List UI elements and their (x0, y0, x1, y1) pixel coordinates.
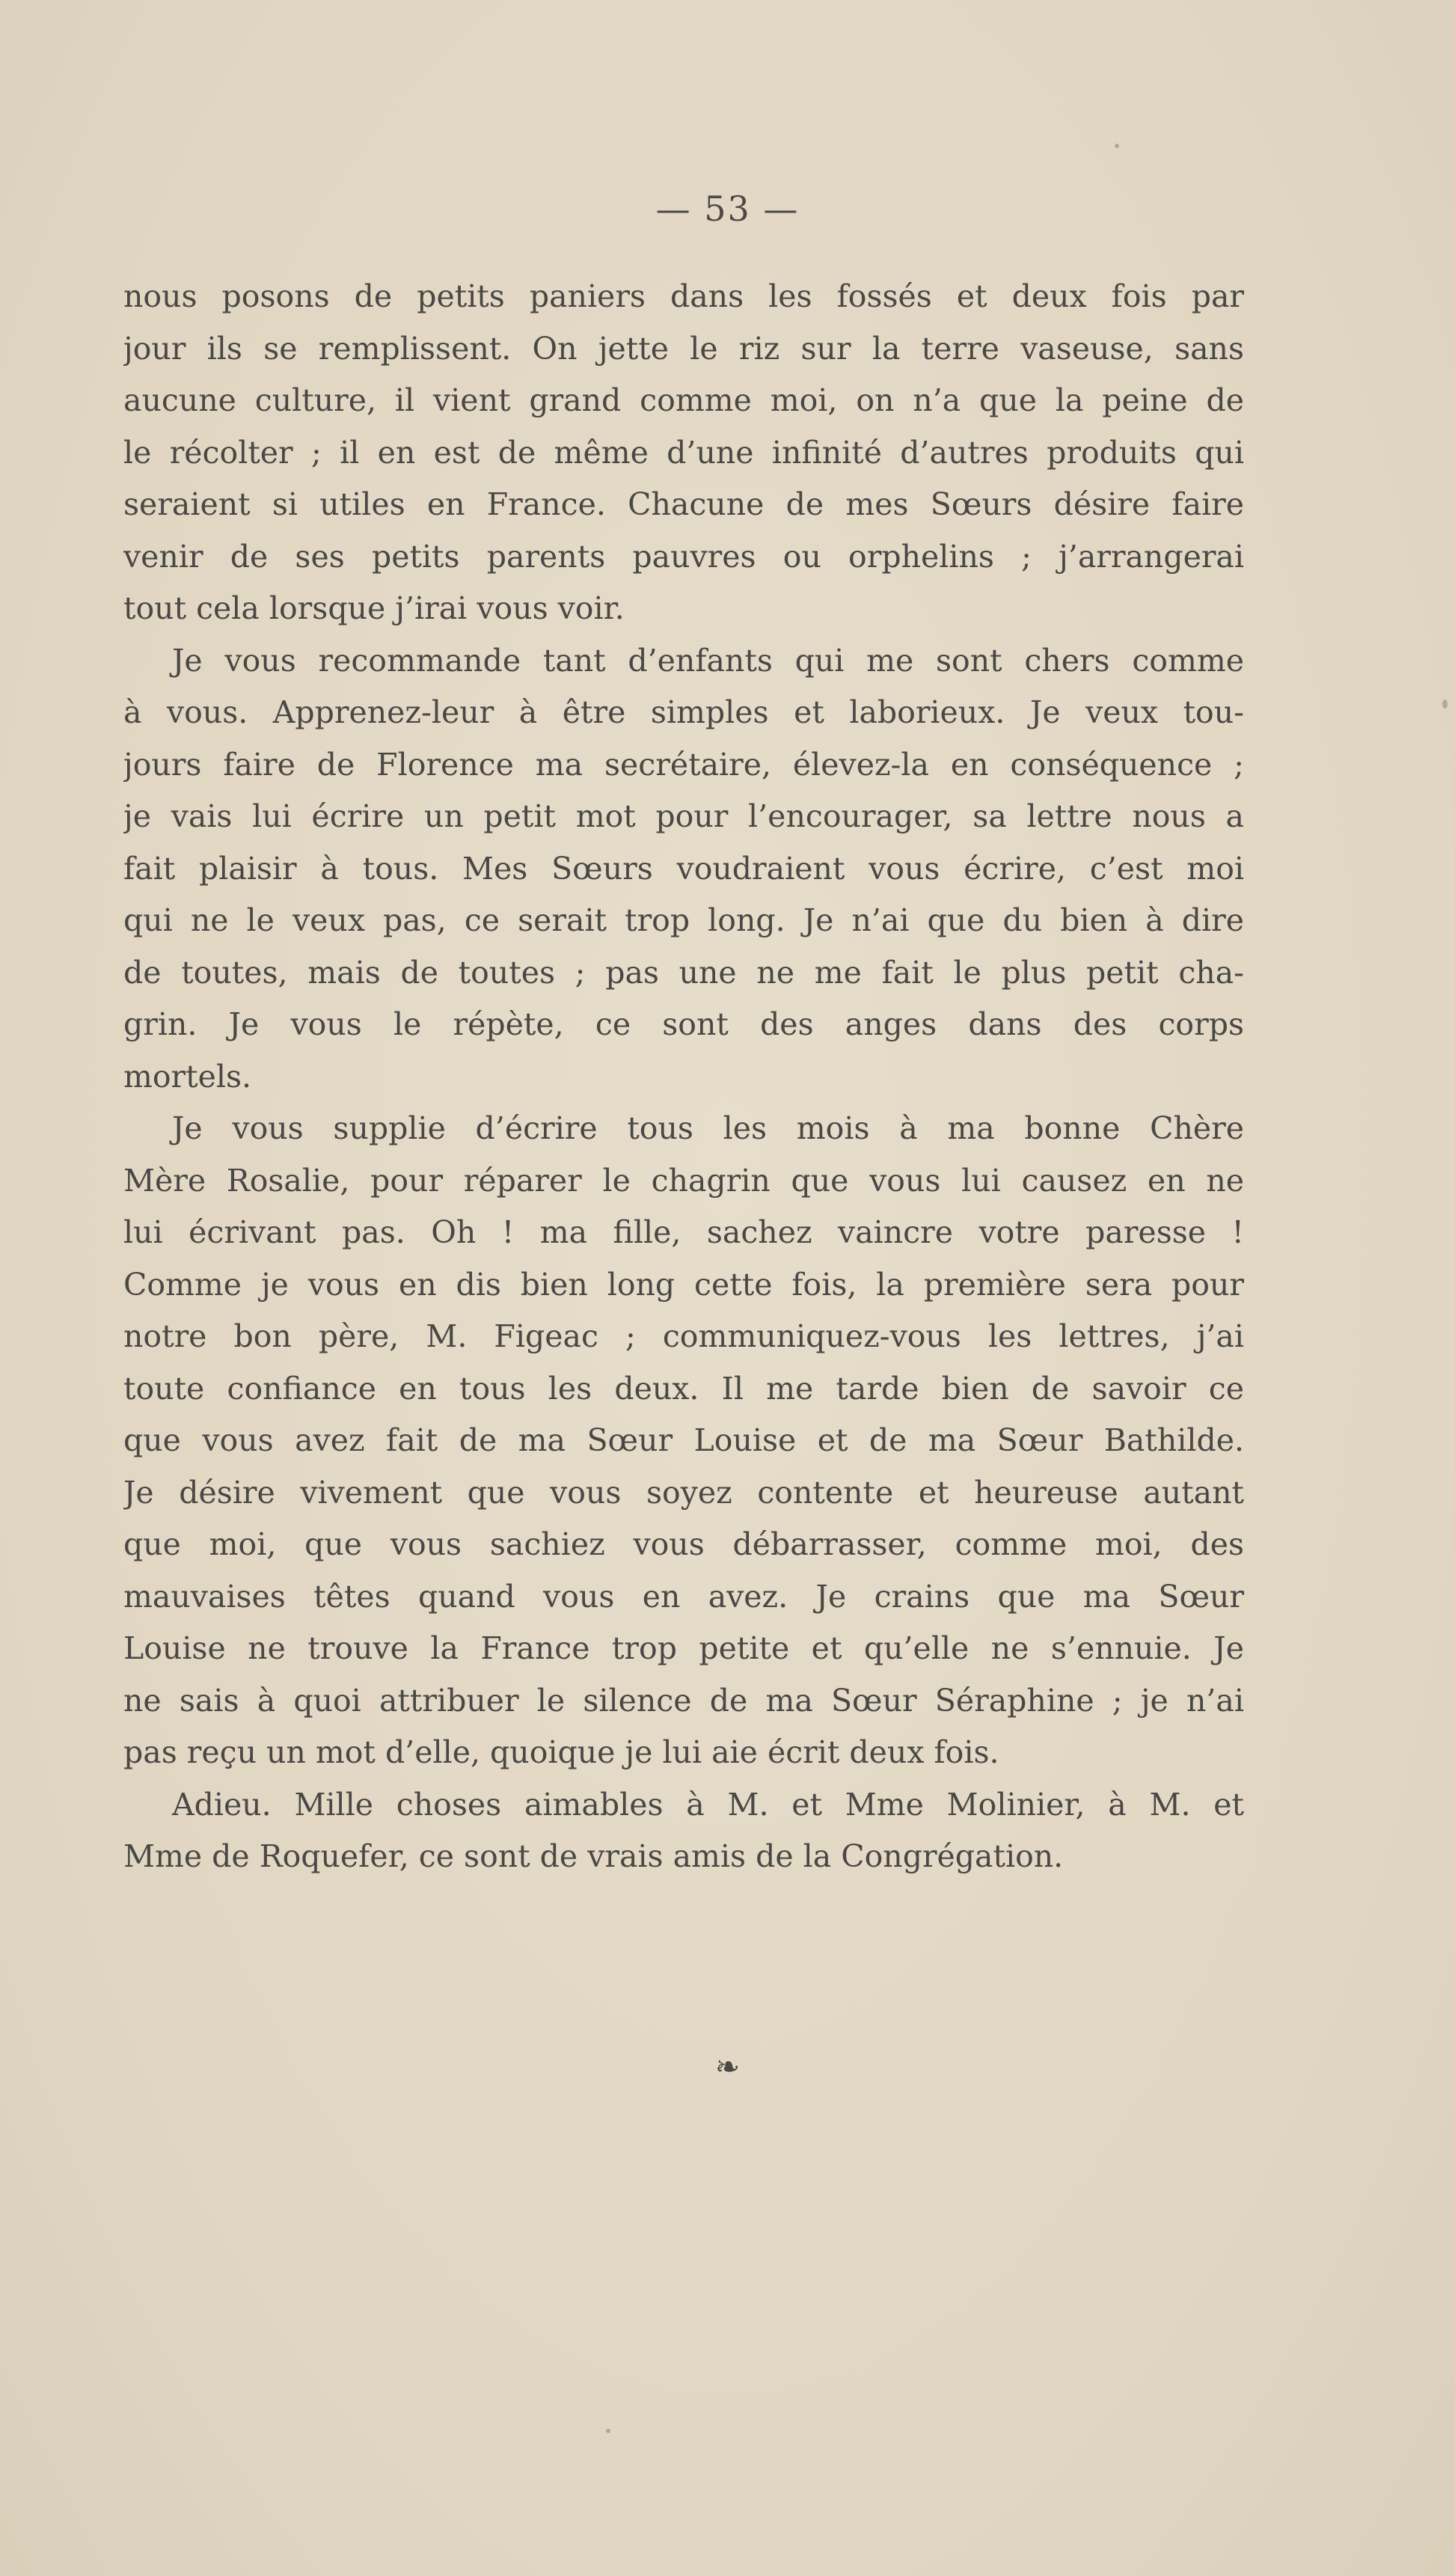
text-line: qui ne le veux pas, ce serait trop long. Je n’ai que du bien à dire (123, 902, 1244, 938)
paper-speck (1115, 144, 1119, 148)
paragraph-start: Adieu. Mille choses aimables à M. et Mme Molinier, à M. et (172, 1786, 1244, 1823)
text-line: mortels. (123, 1058, 252, 1095)
text-line: Mère Rosalie, pour réparer le chagrin que vous lui causez en ne (123, 1162, 1244, 1199)
text-line: grin. Je vous le répète, ce sont des anges dans des corps (123, 1006, 1244, 1042)
text-line: venir de ses petits parents pauvres ou orphelins ; j’arrangerai (123, 538, 1244, 575)
text-line: Mme de Roquefer, ce sont de vrais amis de la Congrégation. (123, 1838, 1064, 1874)
paragraph-start: Je vous supplie d’écrire tous les mois à ma bonne Chère (172, 1110, 1244, 1146)
paper-speck (1442, 700, 1448, 709)
text-line: que moi, que vous sachiez vous débarrasser, comme moi, des (123, 1526, 1244, 1562)
text-line: seraient si utiles en France. Chacune de mes Sœurs désire faire (123, 486, 1244, 522)
text-line: lui écrivant pas. Oh ! ma fille, sachez vaincre votre paresse ! (123, 1214, 1244, 1250)
text-line: à vous. Apprenez-leur à être simples et laborieux. Je veux tou- (123, 694, 1244, 730)
text-line: jour ils se remplissent. On jette le riz sur la terre vaseuse, sans (123, 330, 1244, 367)
text-line: Comme je vous en dis bien long cette fois, la première sera pour (123, 1266, 1244, 1303)
body-text (123, 271, 1244, 1883)
text-line: aucune culture, il vient grand comme moi, on n’a que la peine de (123, 382, 1244, 418)
paper-speck (606, 2429, 610, 2433)
text-line: jours faire de Florence ma secrétaire, élevez-la en conséquence ; (123, 746, 1244, 783)
text-line: mauvaises têtes quand vous en avez. Je crains que ma Sœur (123, 1578, 1244, 1615)
text-line: le récolter ; il en est de même d’une infinité d’autres produits qui (123, 434, 1244, 471)
text-line: Louise ne trouve la France trop petite et qu’elle ne s’ennuie. Je (123, 1630, 1244, 1666)
text-line: pas reçu un mot d’elle, quoique je lui aie écrit deux fois. (123, 1734, 999, 1770)
text-line: notre bon père, M. Figeac ; communiquez-vous les lettres, j’ai (123, 1318, 1244, 1354)
text-line: fait plaisir à tous. Mes Sœurs voudraient vous écrire, c’est moi (123, 850, 1244, 887)
text-line: Je désire vivement que vous soyez contente et heureuse autant (123, 1474, 1244, 1511)
text-line: je vais lui écrire un petit mot pour l’encourager, sa lettre nous a (123, 798, 1244, 834)
text-line: que vous avez fait de ma Sœur Louise et de ma Sœur Bathilde. (123, 1422, 1244, 1458)
paragraph-start: Je vous recommande tant d’enfants qui me sont chers comme (172, 642, 1244, 679)
text-line: ne sais à quoi attribuer le silence de ma Sœur Séraphine ; je n’ai (123, 1682, 1244, 1719)
text-line: de toutes, mais de toutes ; pas une ne me fait le plus petit cha- (123, 954, 1244, 991)
page-number: — 53 — (655, 189, 800, 229)
text-line: toute confiance en tous les deux. Il me tarde bien de savoir ce (123, 1370, 1244, 1407)
text-line: nous posons de petits paniers dans les fossés et deux fois par (123, 278, 1244, 314)
text-line: tout cela lorsque j’irai vous voir. (123, 590, 625, 626)
fleuron-ornament-icon: ❧ (714, 2050, 741, 2084)
